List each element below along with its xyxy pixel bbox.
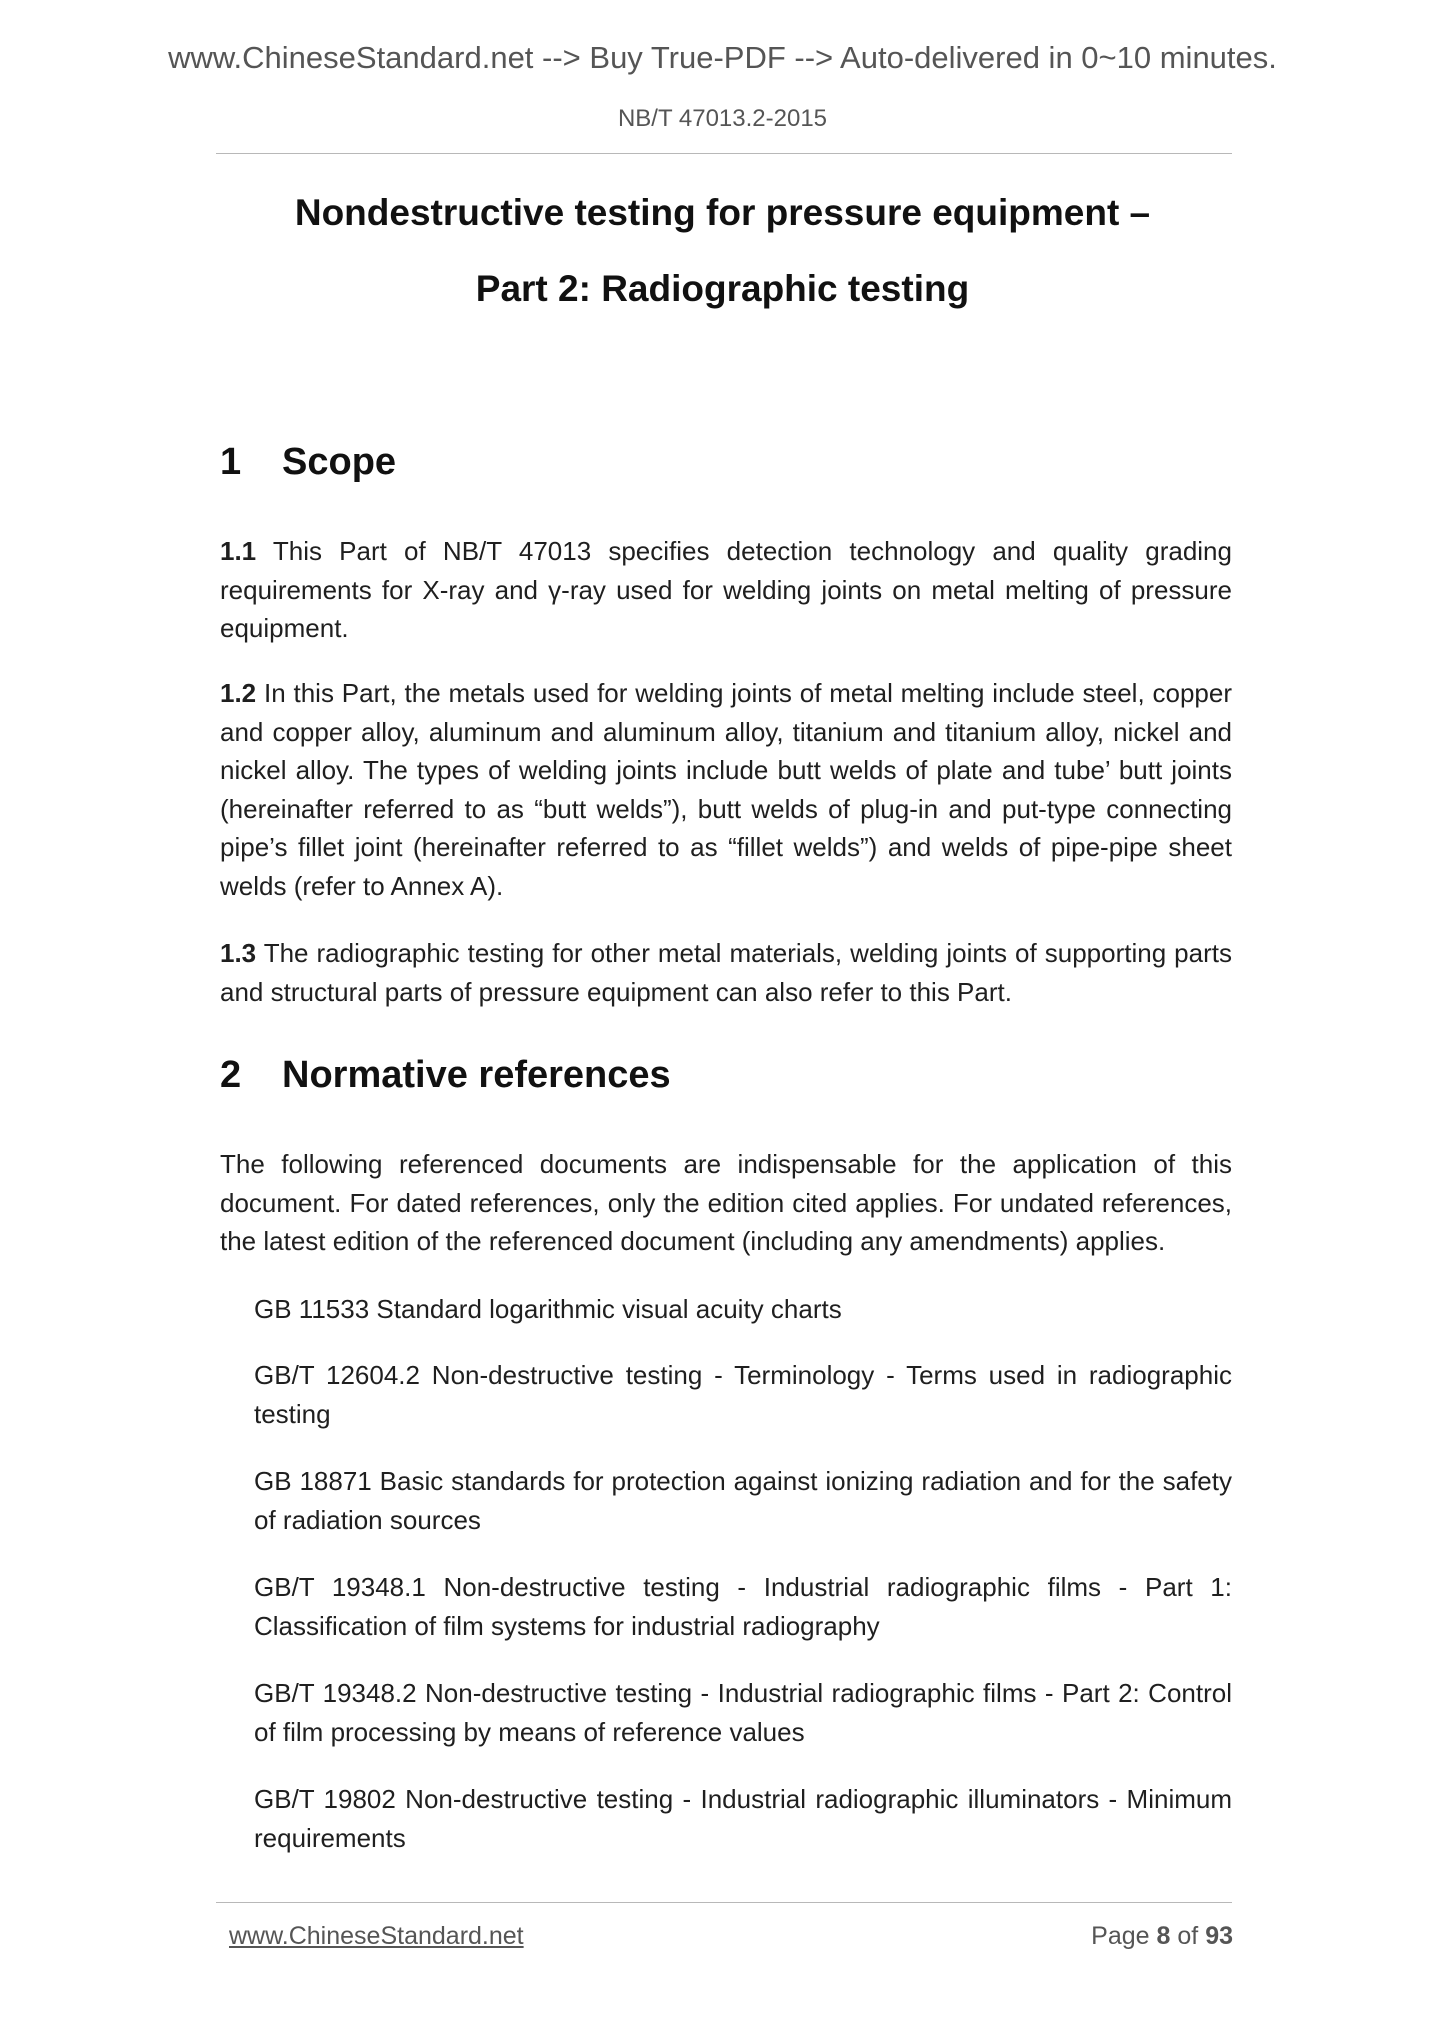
of-label: of (1177, 1922, 1199, 1950)
clause-text: The radiographic testing for other metal materials, welding joints of supporting parts and structural parts of pressure equipment can also refer to this Part. (220, 938, 1232, 1007)
footer-website-link[interactable]: www.ChineseStandard.net (229, 1922, 524, 1950)
reference-item: GB 11533 Standard logarithmic visual acuity charts (254, 1294, 842, 1324)
reference-item: GB/T 12604.2 Non-destructive testing - Terminology - Terms used in radiographic testing (254, 1360, 1232, 1429)
total-pages-number: 93 (1205, 1922, 1233, 1950)
footer-divider (216, 1902, 1232, 1903)
reference-item: GB/T 19802 Non-destructive testing - Industrial radiographic illuminators - Minimum requirements (254, 1784, 1232, 1853)
page-indicator (1091, 1922, 1233, 1951)
clause-number: 1.1 (220, 536, 257, 566)
clause-1-3 (220, 934, 1232, 1011)
clause-1-2 (220, 674, 1232, 905)
clause-number: 1.3 (220, 938, 257, 968)
page-label: Page (1091, 1922, 1150, 1950)
current-page-number: 8 (1156, 1922, 1171, 1950)
site-banner: www.ChineseStandard.net --> Buy True-PDF --> Auto-delivered in 0~10 minutes. (168, 40, 1277, 75)
normative-intro: The following referenced documents are indispensable for the application of this document. For dated references, only the edition cited applies. For undated references, the latest edition of the referenced document (including any amendments) applies. (220, 1149, 1232, 1256)
section-number: 2 (220, 1054, 242, 1096)
section-title: Normative references (282, 1054, 671, 1096)
reference-item: GB 18871 Basic standards for protection against ionizing radiation and for the safety of radiation sources (254, 1466, 1232, 1535)
section-number: 1 (220, 441, 242, 483)
clause-1-1 (220, 532, 1232, 648)
section-2-heading (220, 1054, 671, 1097)
clause-text: This Part of NB/T 47013 specifies detection technology and quality grading requirements for X-ray and γ-ray used for welding joints on metal melting of pressure equipment. (220, 536, 1232, 643)
section-1-heading (220, 441, 396, 484)
section-title: Scope (282, 441, 397, 483)
header-divider (216, 153, 1232, 154)
clause-text: In this Part, the metals used for welding joints of metal melting include steel, copper and copper alloy, aluminum and aluminum alloy, titanium and titanium alloy, nickel and nickel alloy. The types of welding joints include butt welds of plate and tube’ butt joints (hereinafter referred to as “butt welds”), butt welds of plug-in and put-type connecting pipe’s fillet joint (hereinafter referred to as “fillet welds”) and welds of pipe-pipe sheet welds (refer to Annex A). (220, 678, 1232, 901)
document-title-line1: Nondestructive testing for pressure equipment – (294, 192, 1151, 233)
clause-number: 1.2 (220, 678, 257, 708)
reference-item: GB/T 19348.2 Non-destructive testing - Industrial radiographic films - Part 2: Control of film processing by means of reference values (254, 1678, 1232, 1747)
document-code: NB/T 47013.2-2015 (617, 105, 828, 132)
reference-item: GB/T 19348.1 Non-destructive testing - Industrial radiographic films - Part 1: Classification of film systems for industrial radiography (254, 1572, 1232, 1641)
document-title-line2: Part 2: Radiographic testing (475, 268, 970, 309)
